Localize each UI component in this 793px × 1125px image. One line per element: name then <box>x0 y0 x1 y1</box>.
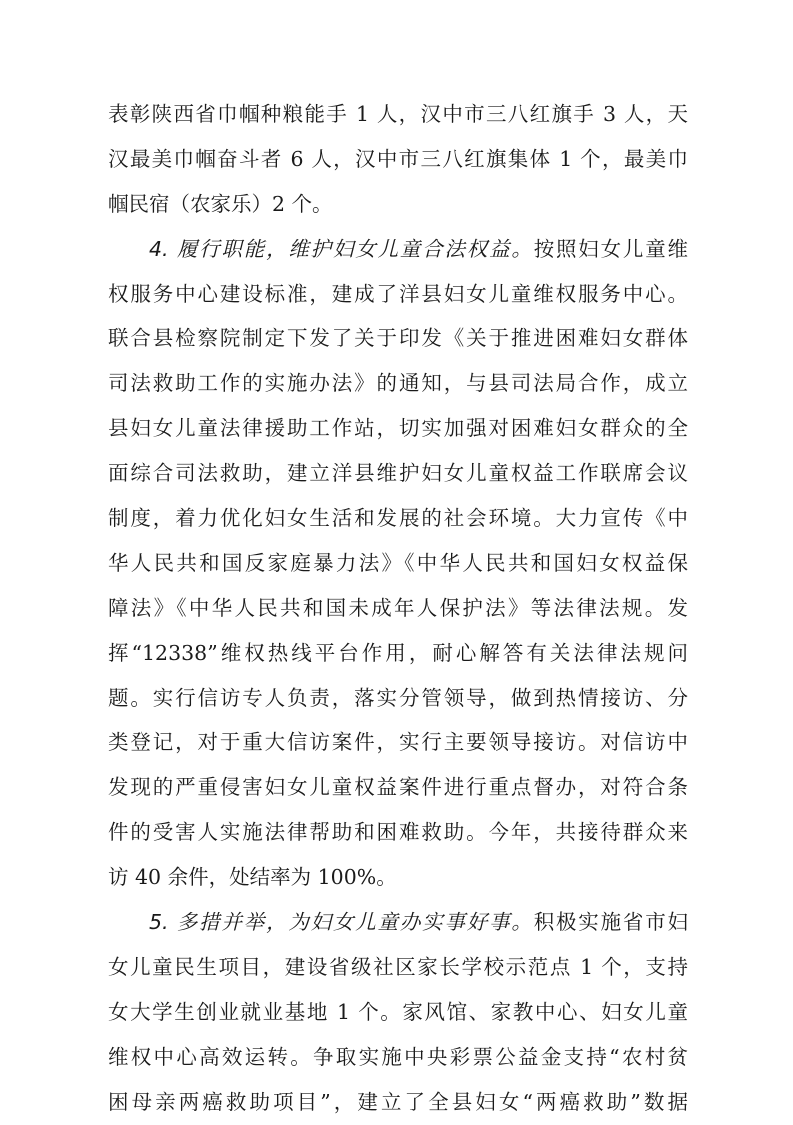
paragraph-2 <box>108 227 688 900</box>
paragraph-3 <box>108 900 688 1124</box>
document-page <box>108 92 688 1124</box>
text-line: 县妇女儿童法律援助工作站，切实加强对困难妇女群众的全 <box>108 416 688 441</box>
text-line: 汉最美巾帼奋斗者 6 人，汉中市三八红旗集体 1 个，最美巾 <box>108 146 688 171</box>
text-line: 华人民共和国反家庭暴力法》《中华人民共和国妇女权益保 <box>108 550 688 575</box>
text-line: 女儿童民生项目，建设省级社区家长学校示范点 1 个，支持 <box>108 954 688 979</box>
text-line: 发现的严重侵害妇女儿童权益案件进行重点督办，对符合条 <box>108 775 688 800</box>
text-line: 司法救助工作的实施办法》的通知，与县司法局合作，成立 <box>108 371 688 396</box>
text-line: 类登记，对于重大信访案件，实行主要领导接访。对信访中 <box>108 730 688 755</box>
text-line: 件的受害人实施法律帮助和困难救助。今年，共接待群众来 <box>108 820 688 845</box>
text-line <box>108 227 688 272</box>
text-line: 表彰陕西省巾帼种粮能手 1 人，汉中市三八红旗手 3 人，天 <box>108 102 688 126</box>
text-line: 障法》《中华人民共和国未成年人保护法》等法律法规。发 <box>108 595 688 620</box>
text-span: 按照妇女儿童维 <box>533 236 689 261</box>
text-line: 挥“12338”维权热线平台作用，耐心解答有关法律法规问 <box>108 640 688 665</box>
text-line: 联合县检察院制定下发了关于印发《关于推进困难妇女群体 <box>108 326 688 351</box>
text-line: 制度，着力优化妇女生活和发展的社会环境。大力宣传《中 <box>108 506 688 531</box>
section-heading: 4. 履行职能，维护妇女儿童合法权益。 <box>149 236 534 261</box>
text-line: 权服务中心建设标准，建成了洋县妇女儿童维权服务中心。 <box>108 281 688 306</box>
text-span: 积极实施省市妇 <box>533 910 689 935</box>
text-line <box>108 900 688 945</box>
text-line: 访 40 余件，处结率为 100%。 <box>108 865 397 890</box>
text-line: 女大学生创业就业基地 1 个。家风馆、家教中心、妇女儿童 <box>108 999 688 1024</box>
text-line: 困母亲两癌救助项目”，建立了全县妇女“两癌救助”数据 <box>108 1089 688 1114</box>
text-line: 题。实行信访专人负责，落实分管领导，做到热情接访、分 <box>108 685 688 710</box>
paragraph-1 <box>108 92 688 227</box>
section-heading: 5. 多措并举，为妇女儿童办实事好事。 <box>149 910 534 935</box>
text-line: 维权中心高效运转。争取实施中央彩票公益金支持“农村贫 <box>108 1044 688 1069</box>
text-line: 帼民宿（农家乐）2 个。 <box>108 191 333 216</box>
text-line: 面综合司法救助，建立洋县维护妇女儿童权益工作联席会议 <box>108 461 688 486</box>
